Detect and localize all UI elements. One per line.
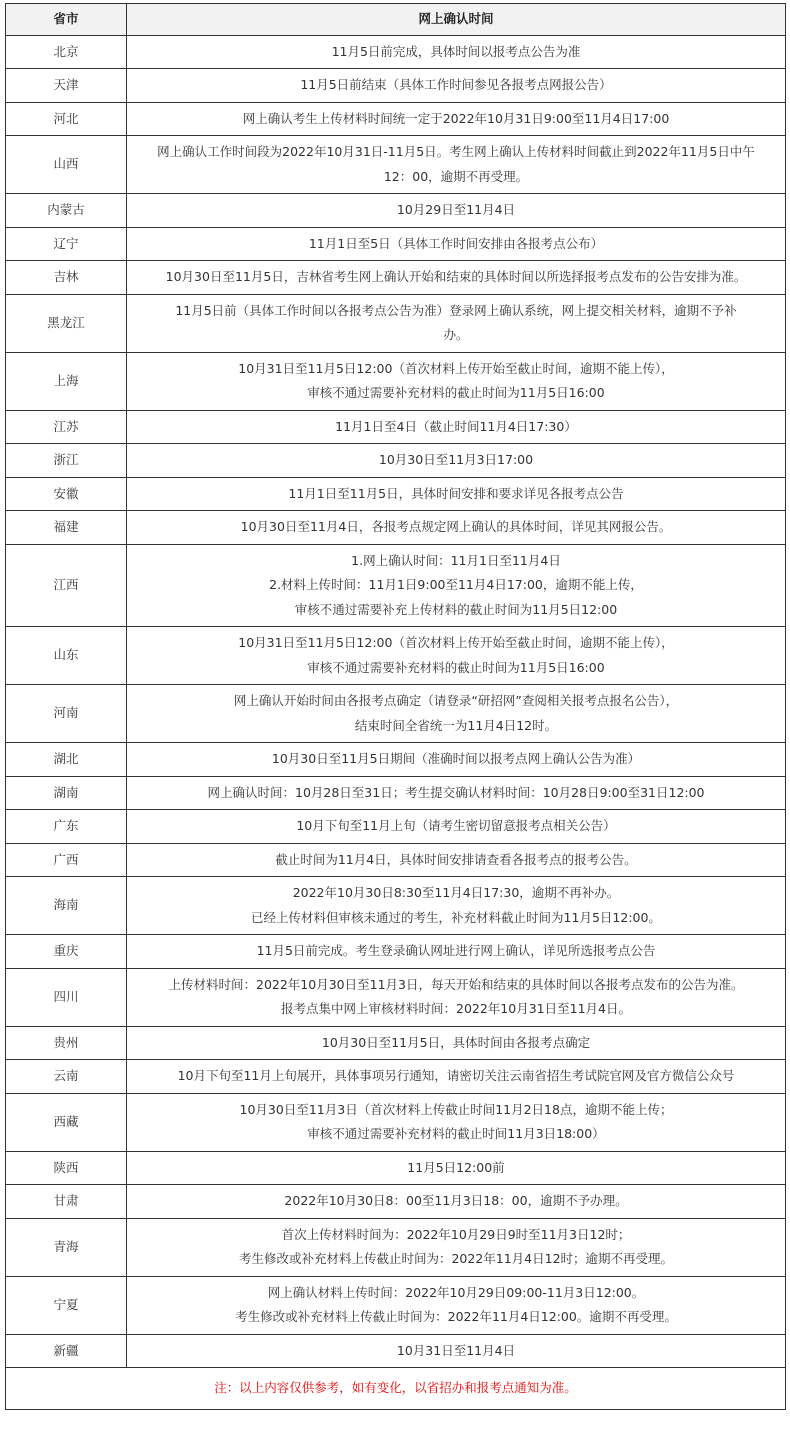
- province-cell: 安徽: [6, 477, 127, 511]
- table-body: [6, 35, 786, 1368]
- confirmation-time-cell: [127, 1093, 786, 1151]
- time-text-line: 10月30日至11月5日，具体时间由各报考点确定: [321, 1034, 591, 1050]
- confirmation-time-cell: [127, 136, 786, 194]
- time-text-line: 12：00，逾期不再受理。: [383, 168, 529, 184]
- time-text-line: 11月5日前完成。考生登录确认网址进行网上确认，详见所选报考点公告: [256, 943, 656, 958]
- time-text-line: 11月5日12:00前: [407, 1159, 505, 1175]
- province-cell: 湖南: [6, 776, 127, 810]
- time-text-line: 10月下旬至11月上旬展开，具体事项另行通知，请密切关注云南省招生考试院官网及官方微信公众号: [177, 1068, 735, 1083]
- table-row: [6, 294, 786, 352]
- time-text-line: 10月30日至11月5日，吉林省考生网上确认开始和结束的具体时间以所选择报考点发布的公告安排为准。: [165, 269, 747, 284]
- province-cell: 海南: [6, 877, 127, 935]
- province-cell: 北京: [6, 35, 127, 69]
- province-cell: 西藏: [6, 1093, 127, 1151]
- confirmation-time-cell: [127, 1185, 786, 1219]
- province-cell: 云南: [6, 1060, 127, 1094]
- table-row: [6, 1093, 786, 1151]
- confirmation-time-cell: [127, 544, 786, 627]
- time-text-line: 办。: [443, 327, 469, 342]
- time-text-line: 网上确认时间：10月28日至31日；考生提交确认材料时间：10月28日9:00至31日12:00: [207, 784, 705, 800]
- confirmation-time-cell: [127, 227, 786, 261]
- table-row: [6, 1185, 786, 1219]
- time-text-line: 网上确认开始时间由各报考点确定（请登录“研招网”查阅相关报考点报名公告），: [233, 693, 679, 708]
- table-row: [6, 102, 786, 136]
- table-row: [6, 477, 786, 511]
- confirmation-time-cell: [127, 843, 786, 877]
- time-text-line: 审核不通过需要补充材料的截止时间为11月5日16:00: [307, 659, 605, 675]
- time-text-line: 网上确认工作时间段为2022年10月31日-11月5日。考生网上确认上传材料时间截止到2022年11月5日中午: [157, 144, 755, 159]
- confirmation-time-cell: [127, 935, 786, 969]
- confirmation-time-cell: [127, 294, 786, 352]
- province-cell: 重庆: [6, 935, 127, 969]
- time-text-line: 10月30日至11月5日期间（准确时间以报考点网上确认公告为准）: [271, 751, 641, 766]
- confirmation-time-cell: [127, 102, 786, 136]
- table-row: [6, 1060, 786, 1094]
- province-cell: 吉林: [6, 261, 127, 295]
- province-cell: 福建: [6, 511, 127, 545]
- table-row: [6, 1026, 786, 1060]
- table-row: [6, 877, 786, 935]
- confirmation-time-cell: [127, 477, 786, 511]
- time-text-line: 10月29日至11月4日: [396, 202, 516, 217]
- table-row: [6, 843, 786, 877]
- table-row: [6, 1151, 786, 1185]
- confirmation-time-cell: [127, 352, 786, 410]
- confirmation-time-cell: [127, 511, 786, 545]
- disclaimer-note: 注：以上内容仅供参考，如有变化，以省招办和报考点通知为准。: [6, 1368, 786, 1410]
- confirmation-time-cell: [127, 194, 786, 228]
- time-text-line: 审核不通过需要补充上传材料的截止时间为11月5日12:00: [294, 601, 618, 617]
- time-text-line: 10月31日至11月5日12:00（首次材料上传开始至截止时间，逾期不能上传），: [238, 635, 674, 650]
- province-cell: 河北: [6, 102, 127, 136]
- time-text-line: 10月31日至11月4日: [396, 1342, 516, 1358]
- province-cell: 天津: [6, 69, 127, 103]
- time-text-line: 结束时间全省统一为11月4日12时。: [354, 717, 558, 733]
- province-cell: 青海: [6, 1218, 127, 1276]
- confirmation-time-cell: [127, 1218, 786, 1276]
- time-text-line: 10月30日至11月4日，各报考点规定网上确认的具体时间，详见其网报公告。: [240, 519, 672, 534]
- time-text-line: 考生修改或补充材料上传截止时间为：2022年11月4日12时；逾期不再受理。: [238, 1251, 674, 1266]
- province-cell: 江苏: [6, 410, 127, 444]
- table-row: [6, 743, 786, 777]
- time-text-line: 2022年10月30日8:30至11月4日17:30，逾期不再补办。: [292, 885, 620, 900]
- confirmation-time-cell: [127, 810, 786, 844]
- time-text-line: 2.材料上传时间：11月1日9:00至11月4日17:00，逾期不能上传，: [269, 577, 643, 592]
- time-text-line: 11月1日至4日（截止时间11月4日17:30）: [335, 418, 577, 434]
- schedule-table-wrapper: [5, 3, 785, 1410]
- time-text-line: 11月5日前（具体工作时间以各报考点公告为准）登录网上确认系统，网上提交相关材料，逾期不予补: [175, 302, 737, 318]
- table-row: [6, 685, 786, 743]
- time-text-line: 11月5日前完成，具体时间以报考点公告为准: [331, 43, 581, 59]
- table-row: [6, 136, 786, 194]
- time-text-line: 2022年10月30日8：00至11月3日18：00，逾期不予办理。: [284, 1193, 628, 1208]
- time-text-line: 10月30日至11月3日（首次材料上传截止时间11月2日18点，逾期不能上传；: [239, 1101, 673, 1117]
- time-text-line: 11月1日至11月5日，具体时间安排和要求详见各报考点公告: [288, 485, 624, 501]
- province-cell: 上海: [6, 352, 127, 410]
- time-text-line: 网上确认材料上传时间：2022年10月29日09:00-11月3日12:00。: [267, 1284, 645, 1300]
- confirmation-time-cell: [127, 776, 786, 810]
- confirmation-time-cell: [127, 627, 786, 685]
- time-text-line: 10月30日至11月3日17:00: [378, 452, 534, 467]
- time-text-line: 1.网上确认时间：11月1日至11月4日: [351, 552, 561, 568]
- confirmation-time-cell: [127, 685, 786, 743]
- table-row: [6, 227, 786, 261]
- province-cell: 内蒙古: [6, 194, 127, 228]
- confirmation-time-cell: [127, 877, 786, 935]
- province-cell: 江西: [6, 544, 127, 627]
- province-cell: 黑龙江: [6, 294, 127, 352]
- confirmation-time-cell: [127, 69, 786, 103]
- time-text-line: 已经上传材料但审核未通过的考生，补充材料截止时间为11月5日12:00。: [251, 909, 661, 925]
- table-row: [6, 261, 786, 295]
- province-cell: 四川: [6, 968, 127, 1026]
- province-cell: 陕西: [6, 1151, 127, 1185]
- province-cell: 广西: [6, 843, 127, 877]
- province-cell: 宁夏: [6, 1276, 127, 1334]
- table-row: [6, 810, 786, 844]
- time-text-line: 10月下旬至11月上旬（请考生密切留意报考点相关公告）: [296, 818, 616, 833]
- province-cell: 湖北: [6, 743, 127, 777]
- table-header-row: [6, 4, 786, 36]
- province-cell: 新疆: [6, 1334, 127, 1368]
- time-text-line: 10月31日至11月5日12:00（首次材料上传开始至截止时间，逾期不能上传），: [238, 360, 674, 376]
- note-row: [6, 1368, 786, 1410]
- time-text-line: 审核不通过需要补充材料的截止时间11月3日18:00）: [307, 1126, 605, 1141]
- table-row: [6, 410, 786, 444]
- time-text-line: 截止时间为11月4日，具体时间安排请查看各报考点的报考公告。: [275, 851, 637, 867]
- province-cell: 河南: [6, 685, 127, 743]
- confirmation-time-cell: [127, 1060, 786, 1094]
- province-cell: 山东: [6, 627, 127, 685]
- confirmation-time-cell: [127, 261, 786, 295]
- confirmation-time-cell: [127, 444, 786, 478]
- province-cell: 浙江: [6, 444, 127, 478]
- table-row: [6, 627, 786, 685]
- table-row: [6, 776, 786, 810]
- province-cell: 贵州: [6, 1026, 127, 1060]
- time-text-line: 首次上传材料时间为：2022年10月29日9时至11月3日12时；: [281, 1226, 631, 1242]
- time-text-line: 考生修改或补充材料上传截止时间为：2022年11月4日12:00。逾期不再受理。: [235, 1309, 677, 1324]
- confirmation-time-cell: [127, 743, 786, 777]
- table-row: [6, 69, 786, 103]
- table-row: [6, 35, 786, 69]
- table-row: [6, 444, 786, 478]
- table-row: [6, 194, 786, 228]
- table-row: [6, 1276, 786, 1334]
- confirmation-time-cell: [127, 1276, 786, 1334]
- confirmation-time-cell: [127, 1026, 786, 1060]
- confirmation-schedule-table: [5, 3, 786, 1410]
- province-cell: 辽宁: [6, 227, 127, 261]
- time-text-line: 网上确认考生上传材料时间统一定于2022年10月31日9:00至11月4日17:00: [242, 110, 670, 126]
- table-row: [6, 968, 786, 1026]
- province-cell: 甘肃: [6, 1185, 127, 1219]
- confirmation-time-cell: [127, 410, 786, 444]
- province-cell: 广东: [6, 810, 127, 844]
- header-confirmation-time: 网上确认时间: [127, 4, 786, 36]
- confirmation-time-cell: [127, 1334, 786, 1368]
- table-row: [6, 1218, 786, 1276]
- time-text-line: 11月5日前结束（具体工作时间参见各报考点网报公告）: [300, 77, 612, 92]
- table-row: [6, 935, 786, 969]
- table-row: [6, 511, 786, 545]
- confirmation-time-cell: [127, 1151, 786, 1185]
- time-text-line: 11月1日至5日（具体工作时间安排由各报考点公布）: [308, 235, 604, 251]
- table-row: [6, 352, 786, 410]
- confirmation-time-cell: [127, 35, 786, 69]
- table-row: [6, 544, 786, 627]
- table-row: [6, 1334, 786, 1368]
- time-text-line: 报考点集中网上审核材料时间：2022年10月31日至11月4日。: [281, 1001, 631, 1016]
- time-text-line: 审核不通过需要补充材料的截止时间为11月5日16:00: [307, 385, 605, 400]
- province-cell: 山西: [6, 136, 127, 194]
- confirmation-time-cell: [127, 968, 786, 1026]
- time-text-line: 上传材料时间：2022年10月30日至11月3日，每天开始和结束的具体时间以各报考点发布的公告为准。: [168, 976, 744, 992]
- header-province: 省市: [6, 4, 127, 36]
